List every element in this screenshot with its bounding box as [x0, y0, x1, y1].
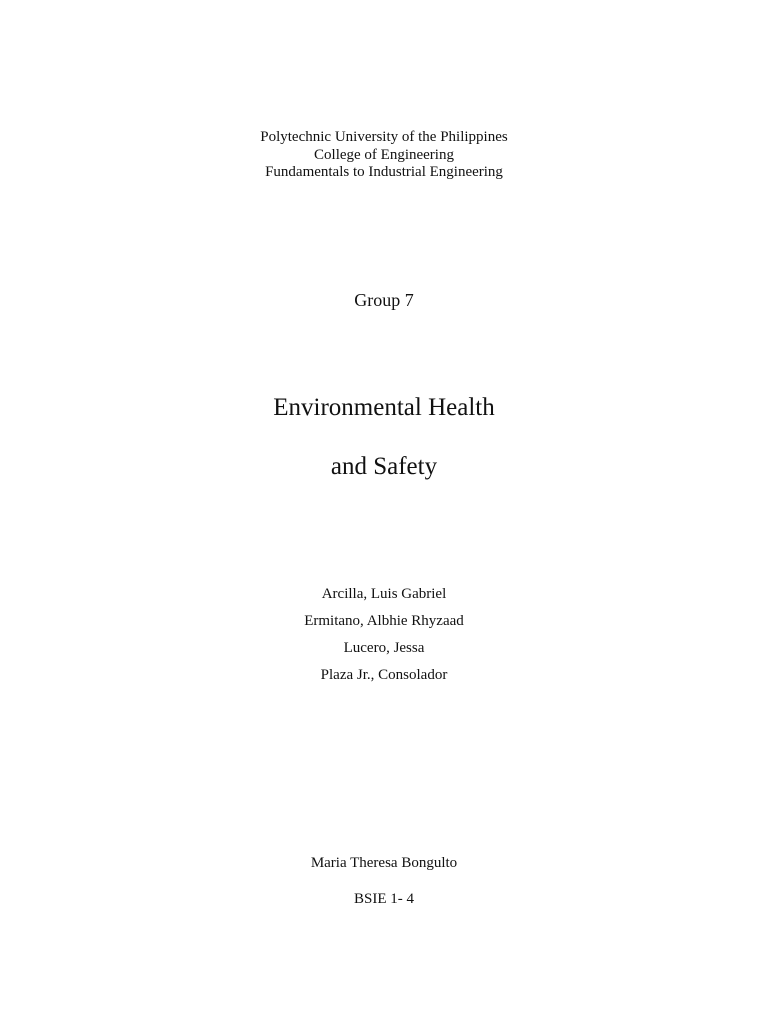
author-name: Plaza Jr., Consolador: [320, 667, 448, 683]
author-name: Arcilla, Luis Gabriel: [321, 586, 447, 602]
group-number: Group 7: [354, 290, 414, 310]
title-line-1: Environmental Health: [273, 394, 495, 421]
course-name: Fundamentals to Industrial Engineering: [265, 164, 503, 180]
instructor-name: Maria Theresa Bongulto: [310, 855, 458, 871]
university-name: Polytechnic University of the Philippines: [260, 129, 508, 145]
author-name: Ermitano, Albhie Rhyzaad: [304, 613, 464, 629]
title-line-2: and Safety: [330, 453, 438, 480]
author-name: Lucero, Jessa: [343, 640, 425, 656]
college-name: College of Engineering: [314, 147, 454, 163]
section-code: BSIE 1- 4: [354, 891, 414, 907]
